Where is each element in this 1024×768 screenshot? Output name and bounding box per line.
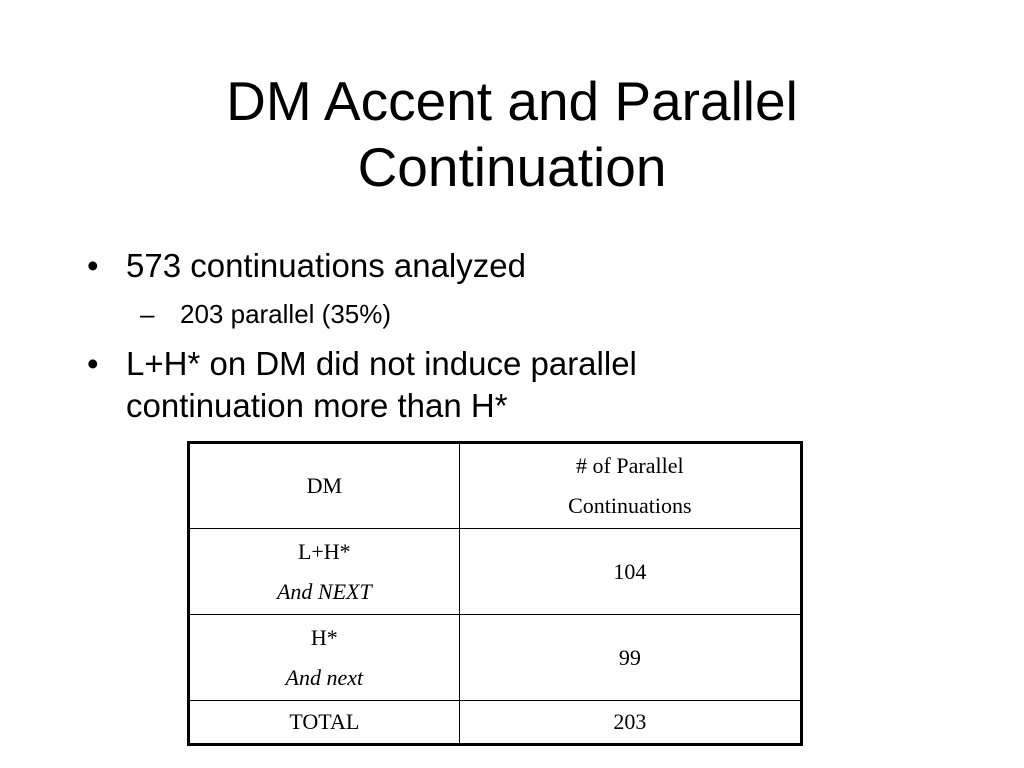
count-cell: 99 [459, 615, 801, 701]
dm-label: L+H* [297, 538, 351, 564]
total-label: TOTAL [189, 701, 460, 745]
slide-title-line-1: DM Accent and Parallel [226, 70, 798, 132]
bullet-icon: • [87, 247, 99, 284]
sub-bullet-text: 203 parallel (35%) [180, 299, 392, 329]
dm-example: And next [285, 664, 364, 690]
total-count: 203 [459, 701, 801, 745]
table-row [189, 529, 802, 615]
header-parallel-count [459, 443, 801, 529]
dm-example: And NEXT [276, 578, 372, 604]
header-parallel-line-1: # of Parallel [576, 453, 684, 478]
header-dm: DM [189, 443, 460, 529]
dm-cell [189, 615, 460, 701]
bullet-text-line-1: L+H* on DM did not induce parallel [126, 345, 637, 382]
bullet-text [126, 343, 637, 427]
dash-icon: – [140, 299, 155, 329]
slide-title [0, 68, 1024, 200]
results-table [187, 441, 803, 746]
bullet-text-line-2: continuation more than H* [126, 387, 508, 424]
bullet-icon: • [87, 345, 99, 382]
table-row [189, 615, 802, 701]
bullet-text: 573 continuations analyzed [126, 247, 526, 284]
table-header-row [189, 443, 802, 529]
table-total-row [189, 701, 802, 745]
dm-cell [189, 529, 460, 615]
count-cell: 104 [459, 529, 801, 615]
slide-title-line-2: Continuation [357, 136, 667, 198]
header-parallel-line-2: Continuations [568, 493, 692, 518]
dm-label: H* [310, 624, 338, 650]
